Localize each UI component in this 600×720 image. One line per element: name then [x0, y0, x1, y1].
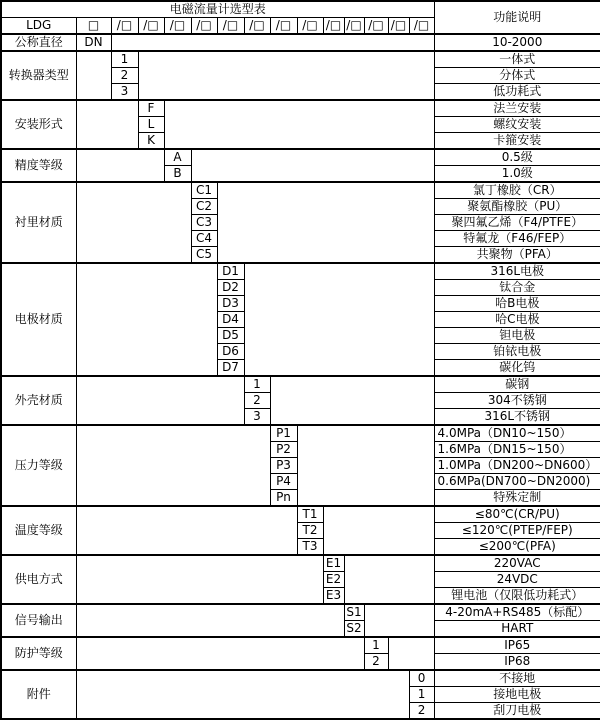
model-box: /□: [191, 18, 217, 35]
desc-cell: 氯丁橡胶（CR）: [434, 182, 600, 199]
section-row: [1, 263, 600, 280]
code-cell: DN: [76, 34, 111, 51]
code-cell: E1: [323, 555, 344, 572]
desc-cell: 哈B电极: [434, 296, 600, 312]
section-row: [1, 670, 600, 687]
model-box: /□: [164, 18, 191, 35]
section-row: [1, 425, 600, 442]
section-label-converter-type: 转换器类型: [1, 51, 76, 100]
empty-cell: [76, 637, 364, 670]
empty-cell: [217, 182, 434, 263]
desc-cell: 24VDC: [434, 572, 600, 588]
section-label-lining: 衬里材质: [1, 182, 76, 263]
model-box: /□: [323, 18, 344, 35]
code-cell: 1: [364, 637, 388, 654]
code-cell: 1: [409, 687, 434, 703]
empty-cell: [111, 34, 434, 51]
model-prefix: LDG: [1, 18, 76, 35]
code-cell: 2: [244, 393, 270, 409]
empty-cell: [364, 604, 434, 637]
empty-cell: [270, 376, 434, 425]
code-cell: 3: [244, 409, 270, 426]
desc-cell: 4.0MPa（DN10~150）: [434, 425, 600, 442]
section-label-signal-output: 信号输出: [1, 604, 76, 637]
code-cell: C1: [191, 182, 217, 199]
desc-cell: 铂铱电极: [434, 344, 600, 360]
desc-cell: 不接地: [434, 670, 600, 687]
function-column-header: 功能说明: [434, 1, 600, 34]
code-cell: 2: [111, 68, 138, 84]
desc-cell: 锂电池（仅限低功耗式）: [434, 588, 600, 605]
section-row: [1, 149, 600, 166]
code-cell: D7: [217, 360, 244, 377]
desc-cell: 304不锈钢: [434, 393, 600, 409]
desc-cell: ≤200℃(PFA): [434, 539, 600, 556]
empty-cell: [323, 506, 434, 555]
desc-cell: 碳化钨: [434, 360, 600, 377]
empty-cell: [76, 100, 138, 149]
code-cell: D2: [217, 280, 244, 296]
empty-cell: [76, 670, 409, 719]
section-row: [1, 555, 600, 572]
model-box: /□: [297, 18, 323, 35]
desc-cell: 1.0级: [434, 166, 600, 183]
diameter-row: [1, 34, 600, 51]
code-cell: T1: [297, 506, 323, 523]
code-cell: D6: [217, 344, 244, 360]
desc-cell: ≤80℃(CR/PU): [434, 506, 600, 523]
empty-cell: [76, 376, 244, 425]
section-row: [1, 51, 600, 68]
section-label-diameter: 公称直径: [1, 34, 76, 51]
code-cell: 2: [364, 654, 388, 671]
desc-cell: 哈C电极: [434, 312, 600, 328]
section-label-accessories: 附件: [1, 670, 76, 719]
code-cell: P2: [270, 442, 297, 458]
section-label-protection: 防护等级: [1, 637, 76, 670]
model-box: /□: [270, 18, 297, 35]
desc-cell: 0.5级: [434, 149, 600, 166]
section-row: [1, 506, 600, 523]
model-box-dn: □: [76, 18, 111, 35]
code-cell: C4: [191, 231, 217, 247]
desc-cell: 法兰安装: [434, 100, 600, 117]
code-cell: C5: [191, 247, 217, 264]
empty-cell: [76, 425, 270, 506]
desc-cell: 碳钢: [434, 376, 600, 393]
desc-cell: 316L不锈钢: [434, 409, 600, 426]
code-cell: 0: [409, 670, 434, 687]
model-box: /□: [388, 18, 409, 35]
empty-cell: [344, 555, 434, 604]
desc-cell: 10-2000: [434, 34, 600, 51]
page-title: 电磁流量计选型表: [1, 1, 434, 18]
code-cell: 1: [111, 51, 138, 68]
desc-cell: 螺纹安装: [434, 117, 600, 133]
empty-cell: [76, 182, 191, 263]
desc-cell: 低功耗式: [434, 84, 600, 101]
desc-cell: 特氟龙（F46/FEP）: [434, 231, 600, 247]
desc-cell: 分体式: [434, 68, 600, 84]
code-cell: F: [138, 100, 164, 117]
section-row: [1, 637, 600, 654]
section-row: [1, 604, 600, 621]
model-box: /□: [344, 18, 364, 35]
empty-cell: [244, 263, 434, 376]
desc-cell: 特殊定制: [434, 490, 600, 507]
desc-cell: 聚氨酯橡胶（PU）: [434, 199, 600, 215]
desc-cell: 220VAC: [434, 555, 600, 572]
section-label-accuracy: 精度等级: [1, 149, 76, 182]
code-cell: 3: [111, 84, 138, 101]
code-cell: A: [164, 149, 191, 166]
code-cell: D3: [217, 296, 244, 312]
model-box: /□: [111, 18, 138, 35]
desc-cell: ≤120℃(PTEP/FEP): [434, 523, 600, 539]
empty-cell: [76, 506, 297, 555]
empty-cell: [76, 149, 164, 182]
model-box: /□: [244, 18, 270, 35]
model-box: /□: [217, 18, 244, 35]
section-row: [1, 182, 600, 199]
desc-cell: 接地电极: [434, 687, 600, 703]
model-box: /□: [409, 18, 434, 35]
code-cell: S1: [344, 604, 364, 621]
desc-cell: HART: [434, 621, 600, 638]
code-cell: K: [138, 133, 164, 150]
empty-cell: [76, 555, 323, 604]
empty-cell: [76, 51, 111, 100]
model-box: /□: [138, 18, 164, 35]
desc-cell: 316L电极: [434, 263, 600, 280]
empty-cell: [138, 51, 434, 100]
title-row: [1, 1, 600, 18]
section-label-installation: 安装形式: [1, 100, 76, 149]
desc-cell: 0.6MPa(DN700~DN2000): [434, 474, 600, 490]
desc-cell: 1.6MPa（DN15~150）: [434, 442, 600, 458]
code-cell: P1: [270, 425, 297, 442]
desc-cell: 聚四氟乙烯（F4/PTFE）: [434, 215, 600, 231]
section-row: [1, 100, 600, 117]
code-cell: D1: [217, 263, 244, 280]
desc-cell: 1.0MPa（DN200~DN600）: [434, 458, 600, 474]
code-cell: C2: [191, 199, 217, 215]
code-cell: T2: [297, 523, 323, 539]
empty-cell: [297, 425, 434, 506]
desc-cell: 卡箍安装: [434, 133, 600, 150]
empty-cell: [164, 100, 434, 149]
empty-cell: [76, 263, 217, 376]
empty-cell: [388, 637, 434, 670]
code-cell: E2: [323, 572, 344, 588]
code-cell: D5: [217, 328, 244, 344]
code-cell: C3: [191, 215, 217, 231]
code-cell: T3: [297, 539, 323, 556]
desc-cell: 刮刀电极: [434, 703, 600, 720]
empty-cell: [191, 149, 434, 182]
code-cell: S2: [344, 621, 364, 638]
code-cell: E3: [323, 588, 344, 605]
code-cell: P4: [270, 474, 297, 490]
model-box: /□: [364, 18, 388, 35]
section-label-housing: 外壳材质: [1, 376, 76, 425]
section-label-temperature: 温度等级: [1, 506, 76, 555]
code-cell: D4: [217, 312, 244, 328]
code-cell: P3: [270, 458, 297, 474]
code-cell: 2: [409, 703, 434, 720]
section-label-power-supply: 供电方式: [1, 555, 76, 604]
empty-cell: [76, 604, 344, 637]
code-cell: L: [138, 117, 164, 133]
desc-cell: IP65: [434, 637, 600, 654]
desc-cell: IP68: [434, 654, 600, 671]
desc-cell: 钽电极: [434, 328, 600, 344]
section-label-electrode: 电极材质: [1, 263, 76, 376]
code-cell: 1: [244, 376, 270, 393]
desc-cell: 钛合金: [434, 280, 600, 296]
section-label-pressure: 压力等级: [1, 425, 76, 506]
desc-cell: 共聚物（PFA）: [434, 247, 600, 264]
section-row: [1, 376, 600, 393]
code-cell: B: [164, 166, 191, 183]
desc-cell: 4-20mA+RS485（标配）: [434, 604, 600, 621]
desc-cell: 一体式: [434, 51, 600, 68]
code-cell: Pn: [270, 490, 297, 507]
